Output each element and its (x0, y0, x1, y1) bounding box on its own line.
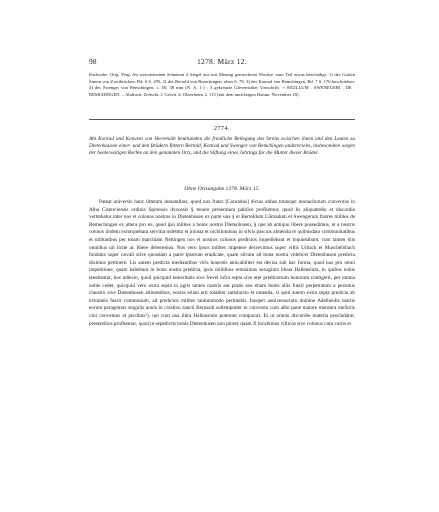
regest-text: Abt Konrad und Konvent von Herrenalb beurkunden die friedliche Beilegung des Streits zwischen ihnen und den Leuten zu Dietenhausen einer- und den Brüdern Rittern Bertold, Konrad und Swenger von Remchingen andererseits, insbesondere wegen der beiderseitigen Rechte an den genannten Orts, und die Stiftung eines Jahrtags für die Mutter dieser Brüder. (89, 136, 355, 157)
dateline: Ohne Ortsangabe 1278. März 12. (184, 186, 260, 192)
source-note-text: Karlsruhe. Orig. Perg. An weissleinenen Schnüren 4 Siegel aus mit Mennig gemischtem Wachse, zum Teil etwas beschädigt: 1) des Grafen Simon von Zweibrücken, Bd. 6 S. 295, 2) des Bertold von Remchingen, oben S. 79, 3) des Konrad von Remchingen, Bd. 7 S. 176 beschrieben; 4) des Swenger von Remchingen, c. 50, 38 mm (N. A. 1:) : 3 gekreuzte Glevenstäbe; Umschrift: + SIGILLUM . SWENEGERI . DE . REMCHINGEN. – Abdruck: Zeitschr. f. Gesch. d. Oberrheins 2, 115 (mit dem unrichtigen Datum: November 29). (89, 72, 355, 97)
running-title: 1278. März 12. (196, 57, 248, 66)
charter-paragraph: Pateat universis hanc litteram intuentibus, quod nos frater [Conradus] dictus abbas totusque monachorum conventus in Alba Cisterciensis ordinis Spirensis dyocesis § tenore presentium publice profitemur, quod lis aliquamdiu et discordia verttebatur inter nos et colonos nostros in Dietenhusen ex parte una § et Bertoldum Cûnradum et Swengerum fratres milites de Remechingen ex altera pro eo, quod ipsi milites a bonis nostris Dietenhusen, § que ab antiquo libere possedimus, et a nostris colonis ibidem extorquebant servitia indebita et iniusta et nichilominus in silvis pascuis almenda et quibusdam communitatibus et utilitatibus per totam marchiam Nettingen nos et nostros colonos predictos impediebant et inquietabant, cum tamen hiis omnibus uti licite ac libere deberemus. Nos vero ipsos milites impetere decrevimus super villis Urbach et Muschelnbach fundatis super novali silve quosdam a patre ipsorum eradicate, quam silvam ad bona nostra videlicet Dietenhusen predicta diximus pertinere. Lis autem predicta mediantibus viris honestis amicabiliter est decisa sub hac forma, quod nos pro omni impetitione, quam habebant in bona nostra predicta, ipsis militibus remisimus sexaginta libras Hallensium, in quibus nobis tenebantur, hoc adiecto, quod quicquid temeritatis sive frevel infra septa sive eter predictorum bonorum contigerit, per omnia nobis cedet, quicquid vero extra septa in agris tamen nostris aut pratis seu etiam bonis aliis fuerit perpetratum a personis claustro sive Dietenhusen attinentibus, nostra etiam erit totaliter satisfactio et emenda, si quid autem extra septa predicta ab extraneis fuerit commissum, ad predictos milites tantummodo pertinebit. Insuper anniversarium domine Adelheidis matris eorum peragemus singulis annis in crastino sancti Bernardi sollempniter in conventu cum albo pane maiore mensura melloris vini conventus et piscibus¹), qui cum una libra Hallensium poterunt comparari. Et ut omnis discordie materia precludatur, presentibus profitemur, quod in sepedictis bonis Dietenhusen non plures quam X locabimus villicos sive colonos cum curtis et (89, 199, 355, 327)
source-note (89, 72, 355, 98)
regest (89, 136, 355, 158)
divider (89, 119, 355, 120)
document-number: 2774. (214, 126, 230, 132)
page-number: 98 (89, 57, 97, 66)
page-header (89, 57, 355, 66)
charter-text (89, 199, 355, 328)
